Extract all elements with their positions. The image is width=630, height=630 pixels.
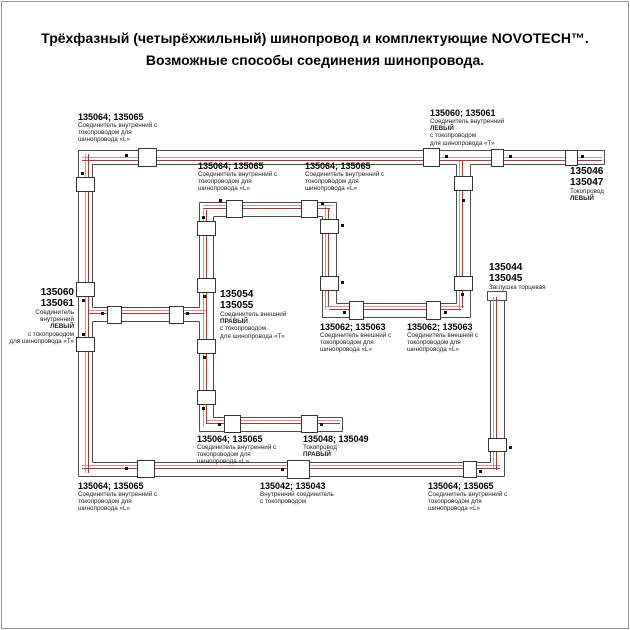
part-description-line: Соединитель внутренний: [430, 118, 505, 125]
connector-block: [198, 279, 216, 293]
part-description-line: ПРАВЫЙ: [303, 451, 331, 459]
part-description-line: с токопроводом: [260, 498, 307, 506]
part-number: 135060: [40, 287, 74, 298]
part-description-line: токопроводом для: [320, 339, 374, 347]
joint-dot: [81, 172, 84, 175]
part-number: 135055: [220, 300, 254, 311]
part-description-line: Соединитель внутренний с: [428, 491, 508, 498]
part-description-line: Соединитель внутренний с: [305, 171, 385, 178]
part-description-line: для шинопровода «Т»: [430, 139, 495, 147]
part-description-line: для шинопровода «Т»: [9, 337, 74, 345]
part-number: 135046: [570, 166, 604, 177]
connector-block: [492, 150, 504, 167]
title-line-2: Возможные способы соединения шинопровода.: [145, 52, 485, 68]
part-description-line: ЛЕВЫЙ: [50, 323, 74, 331]
part-description-line: шинопровода «L»: [78, 505, 131, 513]
label-connector-outer-l-2: [407, 322, 478, 354]
part-description-line: Соединитель внутренний с: [197, 444, 277, 451]
part-number: 135064; 135065: [78, 112, 144, 122]
part-number: 135064; 135065: [198, 161, 264, 171]
part-description-line: Соединитель внутренний с: [198, 171, 278, 178]
joint-dot: [125, 467, 128, 470]
part-description-line: Соединитель внешний: [220, 311, 287, 318]
part-description-line: Токопровод: [570, 188, 604, 195]
connector-block: [288, 461, 310, 479]
connector-block: [455, 177, 473, 191]
label-power-feed-left: [570, 166, 604, 202]
joint-dot: [320, 423, 323, 426]
part-description-line: ПРАВЫЙ: [220, 318, 248, 326]
connector-block: [455, 277, 473, 291]
part-description-line: с токопроводом: [220, 325, 267, 333]
part-description-line: Токопровод: [303, 444, 337, 451]
label-connector-inner-left-t-top: [430, 108, 504, 147]
label-connector-inner-l-mid-top-2: [305, 161, 384, 193]
part-description-line: ЛЕВЫЙ: [570, 195, 594, 203]
connector-block: [424, 149, 440, 167]
joint-dot: [321, 202, 324, 205]
part-number: 135044: [489, 262, 523, 273]
part-number: 135045: [489, 273, 523, 284]
connector-block: [138, 461, 155, 478]
connector-block: [302, 201, 318, 218]
part-description-line: шинопровода «L»: [407, 346, 460, 354]
part-number: 135054: [220, 289, 254, 300]
joint-dot: [461, 293, 464, 296]
joint-dot: [479, 470, 482, 473]
connector-block: [198, 222, 216, 236]
part-description-line: Заглушка торцевая: [489, 284, 546, 291]
joint-dot: [82, 333, 85, 336]
part-number: 135061: [40, 298, 74, 309]
connector-block: [350, 302, 364, 320]
part-description-line: для шинопровода «Т»: [220, 332, 285, 340]
joint-dot: [203, 356, 206, 359]
part-number: 135060; 135061: [430, 108, 496, 118]
part-description-line: шинопровода «L»: [305, 185, 358, 193]
joint-dot: [509, 155, 512, 158]
joint-dot: [82, 299, 85, 302]
part-description-line: Соединитель внешний с: [320, 332, 392, 339]
connector-block: [139, 149, 157, 167]
joint-dot: [341, 224, 344, 227]
label-connector-inner-l-bottom-left: [78, 481, 157, 513]
connector-block: [225, 416, 241, 433]
part-description-line: Соединитель внутренний с: [78, 122, 158, 129]
label-connector-outer-l-1: [320, 322, 391, 354]
part-description-line: с токопроводом: [430, 132, 477, 140]
joint-dot: [581, 155, 584, 158]
title-line-1: Трёхфазный (четырёхжильный) шинопровод и комплектующие NOVOTECH™.: [41, 30, 589, 46]
part-description-line: Внутренний соединитель: [260, 491, 334, 498]
part-description-line: токопроводом для: [407, 339, 461, 347]
part-description-line: Соединитель внутренний с: [78, 491, 158, 498]
part-number: 135047: [570, 177, 604, 188]
connector-block: [489, 439, 507, 452]
joint-dot: [341, 281, 344, 284]
part-description-line: токопроводом для: [78, 129, 132, 137]
part-description-line: шинопровода «L»: [198, 185, 251, 193]
connector-block: [227, 201, 243, 218]
label-connector-inner-l-bottom-inner: [197, 434, 276, 466]
part-number: 135042; 135043: [260, 481, 326, 491]
connector-block: [198, 340, 216, 354]
joint-dot: [186, 312, 189, 315]
part-number: 135064; 135065: [197, 434, 263, 444]
connector-block: [77, 178, 95, 192]
connector-block: [198, 391, 216, 405]
part-description-line: Соединитель внутренний: [35, 309, 74, 324]
part-number: 135064; 135065: [78, 481, 144, 491]
part-description-line: токопроводом для: [428, 498, 482, 506]
joint-dot: [281, 468, 284, 471]
label-connector-inner-l-bottom-right: [428, 481, 507, 513]
joint-dot: [462, 199, 465, 202]
label-end-cap: [489, 262, 546, 291]
label-connector-inner-l-mid-top-1: [198, 161, 277, 193]
part-description-line: токопроводом для: [198, 178, 252, 186]
part-description-line: шинопровода «L»: [320, 346, 373, 354]
part-number: 135048; 135049: [303, 434, 369, 444]
joint-dot: [343, 311, 346, 314]
joint-dot: [125, 154, 128, 157]
part-description-line: токопроводом для: [78, 498, 132, 506]
joint-dot: [202, 407, 205, 410]
connector-block: [566, 151, 578, 166]
connector-block: [170, 307, 184, 324]
connector-block: [302, 416, 318, 433]
joint-dot: [202, 216, 205, 219]
part-number: 135064; 135065: [428, 481, 494, 491]
joint-dot: [219, 199, 222, 202]
joint-dot: [445, 155, 448, 158]
label-connector-outer-right-t: [220, 289, 286, 340]
part-description-line: ЛЕВЫЙ: [430, 125, 454, 133]
connector-block: [77, 338, 95, 352]
part-description-line: Соединитель внешний с: [407, 332, 479, 339]
connector-block: [77, 283, 95, 297]
part-number: 135062; 135063: [407, 322, 473, 332]
part-number: 135064; 135065: [305, 161, 371, 171]
label-connector-inner-left-t-side: [0, 287, 74, 345]
connector-block: [464, 462, 477, 478]
label-connector-inner-l-top-left: [78, 112, 157, 144]
connector-block: [108, 307, 122, 324]
connector-block: [427, 302, 441, 320]
part-description-line: токопроводом для: [197, 451, 251, 459]
joint-dot: [101, 312, 104, 315]
joint-dot: [509, 446, 512, 449]
part-description-line: шинопровода «L»: [78, 136, 131, 144]
part-description-line: с токопроводом: [27, 330, 74, 338]
connector-block: [321, 220, 339, 234]
label-power-feed-right: [303, 434, 369, 458]
part-description-line: токопроводом для: [305, 178, 359, 186]
joint-dot: [444, 311, 447, 314]
part-description-line: шинопровода «L»: [428, 505, 481, 513]
part-number: 135062; 135063: [320, 322, 386, 332]
label-connector-straight-inner: [260, 481, 334, 505]
part-description-line: шинопровода «L»: [197, 458, 250, 466]
connector-block: [321, 277, 339, 291]
joint-dot: [203, 295, 206, 298]
joint-dot: [218, 423, 221, 426]
